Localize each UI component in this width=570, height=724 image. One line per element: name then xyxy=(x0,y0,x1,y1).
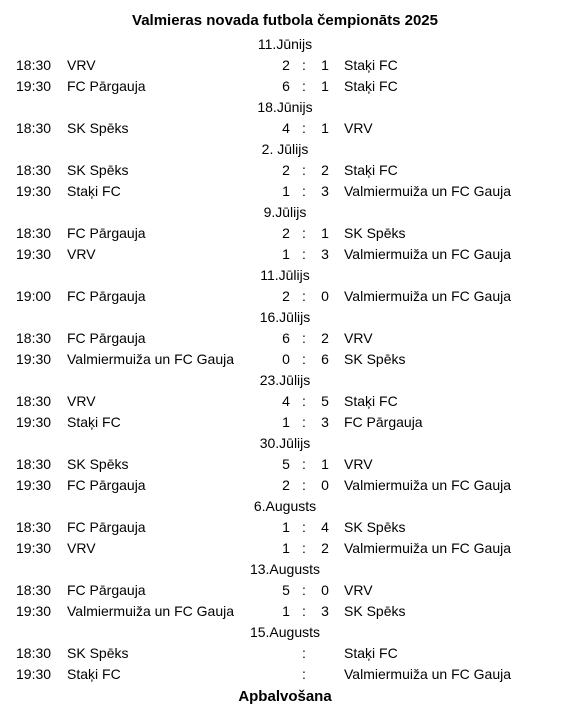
match-row xyxy=(0,601,570,622)
score-separator: : xyxy=(302,414,306,430)
home-score: 2 xyxy=(282,477,290,493)
match-row xyxy=(0,286,570,307)
match-row xyxy=(0,538,570,559)
match-time: 18:30 xyxy=(16,225,52,241)
score-separator: : xyxy=(302,288,306,304)
match-row xyxy=(0,55,570,76)
match-row xyxy=(0,643,570,664)
match-row xyxy=(0,244,570,265)
away-team: VRV xyxy=(344,456,373,472)
score-separator: : xyxy=(302,183,306,199)
round-date: 11.Jūlijs xyxy=(260,267,310,283)
score-separator: : xyxy=(302,57,306,73)
home-team: FC Pārgauja xyxy=(67,330,146,346)
score-separator: : xyxy=(302,78,306,94)
away-team: Valmiermuiža un FC Gauja xyxy=(344,477,512,493)
score-separator: : xyxy=(302,666,306,682)
home-score: 6 xyxy=(282,78,290,94)
away-team: Staķi FC xyxy=(344,393,398,409)
match-time: 19:30 xyxy=(16,78,52,94)
home-team: FC Pārgauja xyxy=(67,78,146,94)
score-separator: : xyxy=(302,120,306,136)
match-time: 18:30 xyxy=(16,57,52,73)
home-score: 1 xyxy=(282,519,290,535)
match-time: 19:30 xyxy=(16,477,52,493)
away-team: Staķi FC xyxy=(344,78,398,94)
score-separator: : xyxy=(302,519,306,535)
home-team: FC Pārgauja xyxy=(67,225,146,241)
away-team: Valmiermuiža un FC Gauja xyxy=(344,246,512,262)
match-row xyxy=(0,349,570,370)
away-team: Valmiermuiža un FC Gauja xyxy=(344,183,512,199)
away-team: SK Spēks xyxy=(344,603,406,619)
home-score: 1 xyxy=(282,246,290,262)
away-score: 2 xyxy=(321,330,329,346)
score-separator: : xyxy=(302,225,306,241)
round-date: 15.Augusts xyxy=(249,624,321,640)
home-score: 2 xyxy=(282,225,290,241)
round-date: 9.Jūlijs xyxy=(263,204,307,220)
match-row xyxy=(0,160,570,181)
away-team: Valmiermuiža un FC Gauja xyxy=(344,288,512,304)
away-team: FC Pārgauja xyxy=(344,414,423,430)
away-score: 2 xyxy=(321,540,329,556)
home-team: FC Pārgauja xyxy=(67,288,146,304)
match-time: 18:30 xyxy=(16,456,52,472)
away-score: 3 xyxy=(321,414,329,430)
home-team: VRV xyxy=(67,246,96,262)
home-score: 6 xyxy=(282,330,290,346)
away-team: Valmiermuiža un FC Gauja xyxy=(344,666,512,682)
away-score: 2 xyxy=(321,162,329,178)
page-title: Valmieras novada futbola čempionāts 2025 xyxy=(132,12,438,29)
match-row xyxy=(0,118,570,139)
match-row xyxy=(0,517,570,538)
score-separator: : xyxy=(302,246,306,262)
home-score: 2 xyxy=(282,162,290,178)
away-score: 0 xyxy=(321,288,329,304)
score-separator: : xyxy=(302,477,306,493)
match-time: 18:30 xyxy=(16,162,52,178)
score-separator: : xyxy=(302,162,306,178)
match-time: 18:30 xyxy=(16,330,52,346)
match-time: 19:30 xyxy=(16,540,52,556)
match-time: 18:30 xyxy=(16,645,52,661)
score-separator: : xyxy=(302,603,306,619)
home-score: 1 xyxy=(282,183,290,199)
match-time: 19:30 xyxy=(16,183,52,199)
home-score: 4 xyxy=(282,120,290,136)
score-separator: : xyxy=(302,330,306,346)
score-separator: : xyxy=(302,645,306,661)
home-team: FC Pārgauja xyxy=(67,477,146,493)
match-row xyxy=(0,223,570,244)
match-row xyxy=(0,580,570,601)
match-time: 19:30 xyxy=(16,603,52,619)
score-separator: : xyxy=(302,540,306,556)
away-team: Valmiermuiža un FC Gauja xyxy=(344,540,512,556)
away-score: 5 xyxy=(321,393,329,409)
home-team: SK Spēks xyxy=(67,162,129,178)
home-score: 1 xyxy=(282,540,290,556)
round-date: 11.Jūnijs xyxy=(257,36,313,52)
away-score: 0 xyxy=(321,582,329,598)
match-row xyxy=(0,76,570,97)
away-score: 1 xyxy=(321,456,329,472)
home-team: Staķi FC xyxy=(67,414,121,430)
score-separator: : xyxy=(302,393,306,409)
round-date: 23.Jūlijs xyxy=(259,372,311,388)
round-date: 2. Jūlijs xyxy=(261,141,309,157)
home-team: VRV xyxy=(67,57,96,73)
away-team: SK Spēks xyxy=(344,519,406,535)
round-date: 6.Augusts xyxy=(253,498,317,514)
match-row xyxy=(0,181,570,202)
match-time: 19:30 xyxy=(16,351,52,367)
match-time: 19:30 xyxy=(16,414,52,430)
footer-awards: Apbalvošana xyxy=(238,688,332,705)
match-time: 19:30 xyxy=(16,246,52,262)
away-score: 3 xyxy=(321,183,329,199)
match-time: 19:30 xyxy=(16,666,52,682)
away-score: 0 xyxy=(321,477,329,493)
score-separator: : xyxy=(302,351,306,367)
round-date: 18.Jūnijs xyxy=(257,99,313,115)
match-row xyxy=(0,412,570,433)
score-separator: : xyxy=(302,582,306,598)
round-date: 13.Augusts xyxy=(249,561,321,577)
away-team: Staķi FC xyxy=(344,57,398,73)
away-team: SK Spēks xyxy=(344,351,406,367)
away-score: 3 xyxy=(321,603,329,619)
match-time: 18:30 xyxy=(16,582,52,598)
match-time: 19:00 xyxy=(16,288,52,304)
away-score: 1 xyxy=(321,120,329,136)
home-team: Staķi FC xyxy=(67,183,121,199)
match-time: 18:30 xyxy=(16,120,52,136)
match-row xyxy=(0,475,570,496)
match-row xyxy=(0,391,570,412)
away-team: Staķi FC xyxy=(344,162,398,178)
match-row xyxy=(0,328,570,349)
match-time: 18:30 xyxy=(16,519,52,535)
home-team: VRV xyxy=(67,393,96,409)
home-score: 1 xyxy=(282,603,290,619)
away-team: VRV xyxy=(344,330,373,346)
home-team: FC Pārgauja xyxy=(67,582,146,598)
home-team: SK Spēks xyxy=(67,645,129,661)
home-team: Valmiermuiža un FC Gauja xyxy=(67,603,235,619)
home-team: SK Spēks xyxy=(67,120,129,136)
home-team: VRV xyxy=(67,540,96,556)
home-score: 1 xyxy=(282,414,290,430)
home-score: 2 xyxy=(282,57,290,73)
match-time: 18:30 xyxy=(16,393,52,409)
away-score: 1 xyxy=(321,57,329,73)
match-row xyxy=(0,454,570,475)
away-team: VRV xyxy=(344,582,373,598)
away-score: 1 xyxy=(321,78,329,94)
away-score: 6 xyxy=(321,351,329,367)
home-team: Valmiermuiža un FC Gauja xyxy=(67,351,235,367)
round-date: 30.Jūlijs xyxy=(259,435,311,451)
home-team: FC Pārgauja xyxy=(67,519,146,535)
away-team: SK Spēks xyxy=(344,225,406,241)
home-team: Staķi FC xyxy=(67,666,121,682)
home-score: 4 xyxy=(282,393,290,409)
home-score: 0 xyxy=(282,351,290,367)
round-date: 16.Jūlijs xyxy=(259,309,311,325)
away-team: VRV xyxy=(344,120,373,136)
away-team: Staķi FC xyxy=(344,645,398,661)
home-score: 2 xyxy=(282,288,290,304)
home-team: SK Spēks xyxy=(67,456,129,472)
match-row xyxy=(0,664,570,685)
home-score: 5 xyxy=(282,582,290,598)
away-score: 3 xyxy=(321,246,329,262)
home-score: 5 xyxy=(282,456,290,472)
score-separator: : xyxy=(302,456,306,472)
away-score: 4 xyxy=(321,519,329,535)
away-score: 1 xyxy=(321,225,329,241)
